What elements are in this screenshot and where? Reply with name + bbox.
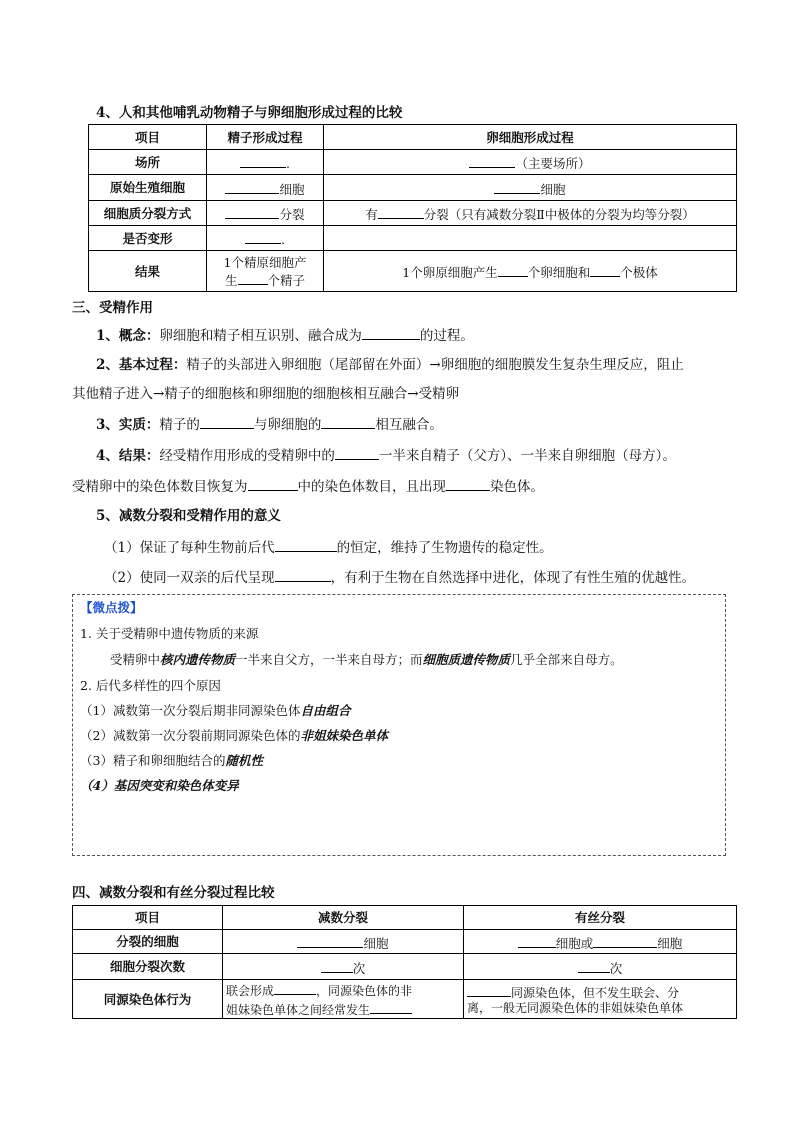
table-cell: 1个卵原细胞产生 个卵细胞和 个极体 <box>324 251 737 292</box>
table-header: 有丝分裂 <box>464 906 737 930</box>
table-cell: 细胞 <box>223 930 464 954</box>
table-cell: 细胞 <box>324 175 737 201</box>
table-header: 减数分裂 <box>223 906 464 930</box>
row-label: 场所 <box>89 150 207 175</box>
table-cell: 细胞或 细胞 <box>464 930 737 954</box>
row-label: 细胞质分裂方式 <box>89 201 207 226</box>
table-cell: 有 分裂（只有减数分裂Ⅱ中极体的分裂为均等分裂） <box>324 201 737 226</box>
table-cell: 1个精原细胞产 生 个精子 <box>207 251 324 292</box>
row-label: 同源染色体行为 <box>73 980 223 1019</box>
paragraph-significance-2: （2）使同一双亲的后代呈现 ，有利于生物在自然选择中进化，体现了有性生殖的优越性。 <box>104 567 695 588</box>
tip-line-7: （4）基因突变和染色体变异 <box>80 778 239 793</box>
row-label: 细胞分裂次数 <box>73 954 223 980</box>
tip-line-6: （3）精子和卵细胞结合的随机性 <box>80 753 263 768</box>
gamete-comparison-table <box>88 124 737 292</box>
paragraph-process-cont: 其他精子进入→精子的细胞核和卵细胞的细胞核相互融合→受精卵 <box>72 386 460 402</box>
table-cell: 细胞 <box>207 175 324 201</box>
section-title-fertilization: 三、受精作用 <box>72 300 153 316</box>
table-cell: . <box>207 150 324 175</box>
tip-line-3: 2. 后代多样性的四个原因 <box>80 678 221 693</box>
row-label: 结果 <box>89 251 207 292</box>
tip-line-4: （1）减数第一次分裂后期非同源染色体自由组合 <box>80 703 351 718</box>
table-cell: 同源染色体，但不发生联会、分 离，一般无同源染色体的非姐妹染色单体 <box>464 980 737 1019</box>
row-label: 分裂的细胞 <box>73 930 223 954</box>
tip-title: 【微点拨】 <box>80 600 143 615</box>
paragraph-concept: 1、概念：卵细胞和精子相互识别、融合成为 的过程。 <box>96 325 474 346</box>
section-title-comparison: 4、人和其他哺乳动物精子与卵细胞形成过程的比较 <box>96 105 403 121</box>
row-label: 是否变形 <box>89 226 207 251</box>
tip-line-2: 受精卵中核内遗传物质一半来自父方，一半来自母方；而细胞质遗传物质几乎全部来自母方。 <box>110 652 623 667</box>
table-cell: 分裂 <box>207 201 324 226</box>
table-cell: （主要场所） <box>324 150 737 175</box>
paragraph-significance-title: 5、减数分裂和受精作用的意义 <box>96 508 281 524</box>
paragraph-essence: 3、实质：精子的 与卵细胞的 相互融合。 <box>96 414 443 435</box>
paragraph-process: 2、基本过程：精子的头部进入卵细胞（尾部留在外面）→卵细胞的细胞膜发生复杂生理反应，阻止 <box>96 357 684 373</box>
table-cell: 联会形成 ，同源染色体的非 姐妹染色单体之间经常发生 <box>223 980 464 1019</box>
table-header: 项目 <box>73 906 223 930</box>
table-header: 卵细胞形成过程 <box>324 125 737 150</box>
paragraph-result: 4、结果：经受精作用形成的受精卵中的 一半来自精子（父方）、一半来自卵细胞（母方）。 <box>96 445 736 466</box>
paragraph-significance-1: （1）保证了每种生物前后代 的恒定，维持了生物遗传的稳定性。 <box>104 537 553 558</box>
table-cell: 次 <box>223 954 464 980</box>
row-label: 原始生殖细胞 <box>89 175 207 201</box>
tip-line-5: （2）减数第一次分裂前期同源染色体的非姐妹染色单体 <box>80 728 388 743</box>
table-cell: . <box>207 226 324 251</box>
paragraph-result-cont: 受精卵中的染色体数目恢复为 中的染色体数目，且出现 染色体。 <box>72 476 544 497</box>
table-cell <box>324 226 737 251</box>
table-header: 项目 <box>89 125 207 150</box>
table-header: 精子形成过程 <box>207 125 324 150</box>
section-title-mitosis-comparison: 四、减数分裂和有丝分裂过程比较 <box>72 885 275 901</box>
tip-line-1: 1. 关于受精卵中遗传物质的来源 <box>80 626 259 641</box>
division-comparison-table <box>72 905 737 1019</box>
table-cell: 次 <box>464 954 737 980</box>
